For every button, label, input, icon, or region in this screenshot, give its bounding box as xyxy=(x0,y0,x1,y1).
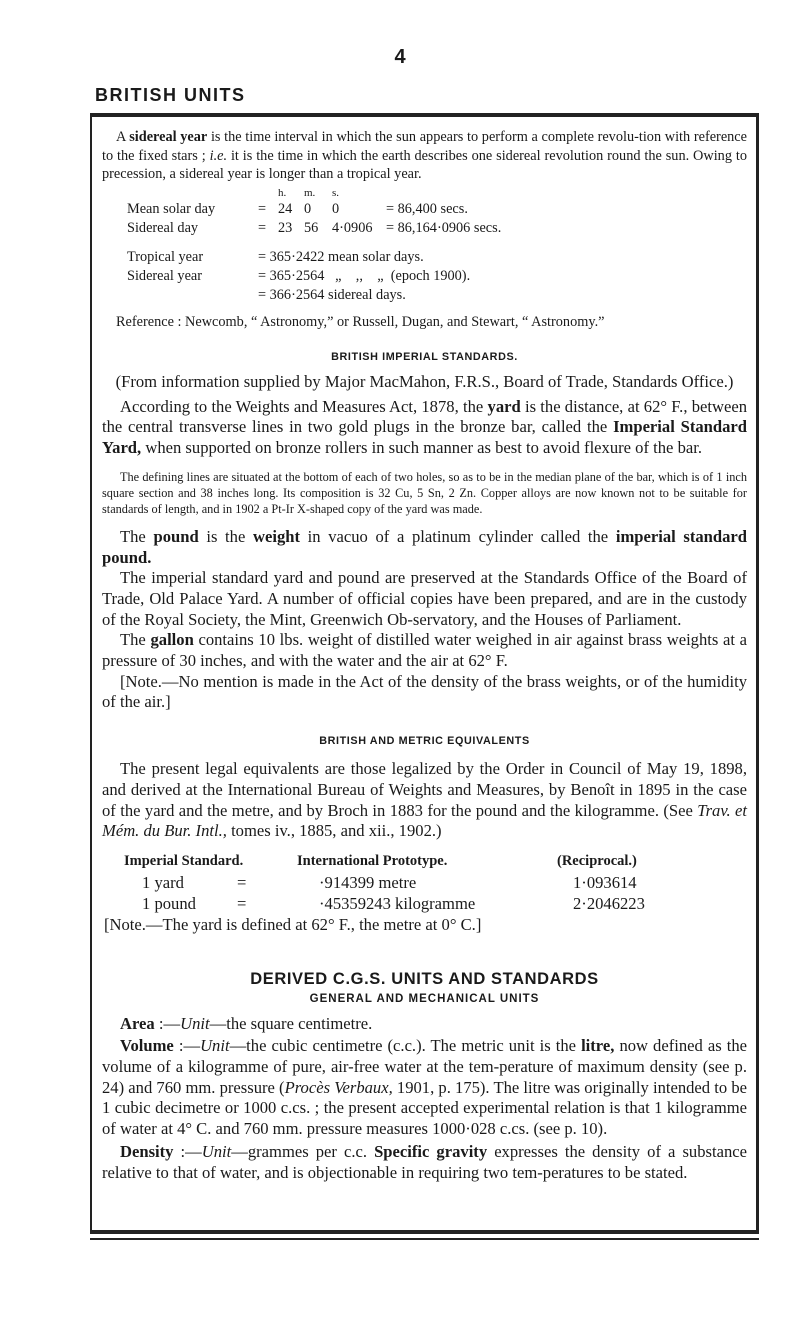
gallon-text-1: The xyxy=(120,630,146,650)
header-imperial: Imperial Standard. xyxy=(124,852,244,869)
row-label: Tropical year xyxy=(127,248,204,265)
standards-note: [Note.—No mention is made in the Act of the density of the brass weights, or of the humidity of the air.] xyxy=(102,671,747,712)
volume-paragraph xyxy=(102,1036,747,1140)
specific-gravity-term: Specific gravity xyxy=(374,1141,488,1161)
units-header-row xyxy=(127,187,501,200)
area-sep: :— xyxy=(158,1013,181,1033)
day-length-table xyxy=(127,187,501,238)
pound-term: pound xyxy=(153,526,199,546)
gallon-term: gallon xyxy=(150,630,194,650)
pound-weight: weight xyxy=(253,526,301,546)
density-sep: :— xyxy=(180,1141,202,1161)
density-text-2: expresses the density of a substance relative to that of water, and is objectionable in requiring two tem-peratures to be stated. xyxy=(102,1141,747,1182)
equivalents-text-2: tomes iv., 1885, and xii., 1902.) xyxy=(231,821,442,841)
sidereal-paragraph xyxy=(102,128,747,184)
standards-heading: BRITISH IMPERIAL STANDARDS. xyxy=(331,351,518,363)
gallon-text-2: contains 10 lbs. weight of distilled water weighed in air against brass weights at a pressure of 30 inches, and with the water and the air at 62° F. xyxy=(102,630,747,671)
imperial-standard-yard: Imperial Standard Yard, xyxy=(102,417,747,458)
year-length-table xyxy=(127,248,470,305)
row-international: ·45359243 kilogramme xyxy=(319,893,476,913)
area-term: Area xyxy=(120,1013,155,1033)
row-value: = 365·2422 mean solar days. xyxy=(258,248,424,265)
yard-paragraph xyxy=(102,397,747,459)
sidereal-intro: A xyxy=(116,129,126,145)
area-paragraph xyxy=(102,1014,747,1035)
yard-term: yard xyxy=(487,396,521,416)
row-reciprocal: 2·2046223 xyxy=(573,893,645,913)
row-s: 4·0906 xyxy=(332,219,373,236)
volume-text-2: now defined as the volume of a kilogramme of pure, air-free water at the tem-perature of maximum density (see p. 24) and 760 mm. pressure ( xyxy=(102,1036,747,1097)
pound-paragraph xyxy=(102,527,747,568)
row-eq: = xyxy=(258,219,267,236)
row-imperial: 1 yard xyxy=(142,872,184,892)
sidereal-ie: i.e. xyxy=(209,147,228,164)
pound-text-2: is the xyxy=(206,526,246,546)
derived-subheading: GENERAL AND MECHANICAL UNITS xyxy=(309,992,540,1005)
standards-source: (From information supplied by Major MacMahon, F.R.S., Board of Trade, Standards Office.) xyxy=(115,372,734,391)
mean-solar-day-row xyxy=(127,200,501,219)
header-reciprocal: (Reciprocal.) xyxy=(557,852,637,869)
row-m: 0 xyxy=(304,200,312,217)
page-number: 4 xyxy=(394,46,406,68)
sidereal-text-2: it is the time in which the earth describes one sidereal revolution round the sun. Owing to precession, a sidereal year is longer than a tropical year. xyxy=(102,147,747,182)
row-result: = 86,164·0906 secs. xyxy=(386,219,502,236)
row-eq: = xyxy=(237,893,247,913)
equivalents-heading: BRITISH AND METRIC EQUIVALENTS xyxy=(319,735,530,748)
row-eq: = xyxy=(258,200,267,217)
reference-line: Reference : Newcomb, “ Astronomy,” or Russell, Dugan, and Stewart, “ Astronomy.” xyxy=(116,313,605,330)
unit-m: m. xyxy=(304,186,316,199)
density-paragraph xyxy=(102,1142,747,1183)
row-h: 24 xyxy=(278,200,293,217)
page-content xyxy=(102,128,747,1183)
sidereal-term: sidereal year xyxy=(129,129,208,145)
unit-s: s. xyxy=(332,186,340,199)
unit-h: h. xyxy=(278,186,287,199)
yard-text-2: is the distance, at 62° F., between the central transverse lines in two gold plugs in the bronze bar, called the xyxy=(102,396,748,437)
year-row xyxy=(127,286,470,305)
preserved-paragraph: The imperial standard yard and pound are preserved at the Standards Office of the Board of Trade, Old Palace Yard. A number of official copies have been prepared, and are in the custody of the Royal Society, the Mint, Greenwich Ob-servatory, and the Houses of Parliament. xyxy=(102,568,747,629)
row-label: Mean solar day xyxy=(127,200,216,217)
row-international: ·914399 metre xyxy=(319,872,417,892)
yard-footnote: The defining lines are situated at the bottom of each of two holes, so as to be in the median plane of the bar, which is of 1 inch square section and 38 inches long. Its composition is 32 Cu, 5 Sn, 2 Zn. Copper alloys are now known not to be suitable for standards of length, and in 1902 a Pt-Ir X-shaped copy of the yard was made. xyxy=(102,469,747,516)
gallon-paragraph xyxy=(102,630,747,671)
yard-text-3: when supported on bronze rollers in such manner as best to avoid flexure of the bar. xyxy=(145,438,702,458)
derived-heading: DERIVED C.G.S. UNITS AND STANDARDS xyxy=(250,969,599,988)
equivalent-row-pound xyxy=(124,893,645,914)
row-value: = 365·2564 „ ,, „ (epoch 1900). xyxy=(258,267,471,284)
volume-citation: Procès Verbaux, xyxy=(284,1077,393,1097)
row-m: 56 xyxy=(304,219,319,236)
pound-text-1: The xyxy=(120,526,146,546)
equivalents-note: [Note.—The yard is defined at 62° F., the metre at 0° C.] xyxy=(104,914,482,934)
header-international: International Prototype. xyxy=(297,852,448,869)
equivalents-paragraph xyxy=(102,759,747,842)
running-head: BRITISH UNITS xyxy=(95,85,246,105)
volume-unit: Unit xyxy=(200,1036,230,1056)
volume-text-1: —the cubic centimetre (c.c.). The metric unit is the xyxy=(229,1036,577,1056)
row-eq: = xyxy=(237,872,247,892)
row-reciprocal: 1·093614 xyxy=(573,872,637,892)
area-text: —the square centimetre. xyxy=(209,1013,373,1033)
row-label: Sidereal year xyxy=(127,267,203,284)
volume-sep: :— xyxy=(178,1036,201,1056)
sidereal-text-1: is the time interval in which the sun appears to perform a complete revolu-tion with reference to the fixed stars ; xyxy=(102,129,748,164)
litre-term: litre, xyxy=(581,1036,615,1056)
row-label xyxy=(127,286,258,305)
volume-term: Volume xyxy=(120,1036,174,1056)
volume-text-3: 1901, p. 175). The litre was originally intended to be 1 cubic decimetre or 1000 c.cs. ; the present accepted experimental relation is that 1 kilogramme of water at 4° C. and 760 mm. pressure measures 1000·028 c.cs. (see p. 10). xyxy=(102,1077,747,1139)
row-result: = 86,400 secs. xyxy=(386,200,468,217)
row-label: Sidereal day xyxy=(127,219,199,236)
yard-text-1: According to the Weights and Measures Act, 1878, the xyxy=(120,396,484,416)
imperial-standard-pound: imperial standard pound. xyxy=(102,526,748,567)
pound-text-3: in vacuo of a platinum cylinder called the xyxy=(307,526,609,546)
equivalent-row-yard xyxy=(124,872,645,893)
sidereal-day-row xyxy=(127,219,501,238)
equivalents-table xyxy=(124,851,645,914)
equivalents-text-1: The present legal equivalents are those legalized by the Order in Council of May 19, 1898, and derived at the International Bureau of Weights and Measures, by Benoît in 1895 in the case of the yard and the metre, and by Broch in 1883 for the pound and the kilogramme. (See xyxy=(102,759,747,820)
area-unit: Unit xyxy=(180,1013,210,1033)
row-s: 0 xyxy=(332,200,340,217)
year-row xyxy=(127,267,470,286)
equivalents-citation: Trav. et Mém. du Bur. Intl., xyxy=(102,800,747,841)
row-value: = 366·2564 sidereal days. xyxy=(258,286,406,303)
row-h: 23 xyxy=(278,219,293,236)
row-imperial: 1 pound xyxy=(142,893,196,913)
density-text-1: —grammes per c.c. xyxy=(231,1141,368,1161)
density-unit: Unit xyxy=(201,1141,232,1161)
density-term: Density xyxy=(120,1141,174,1161)
equivalents-header-row xyxy=(124,851,645,872)
year-row xyxy=(127,248,470,267)
